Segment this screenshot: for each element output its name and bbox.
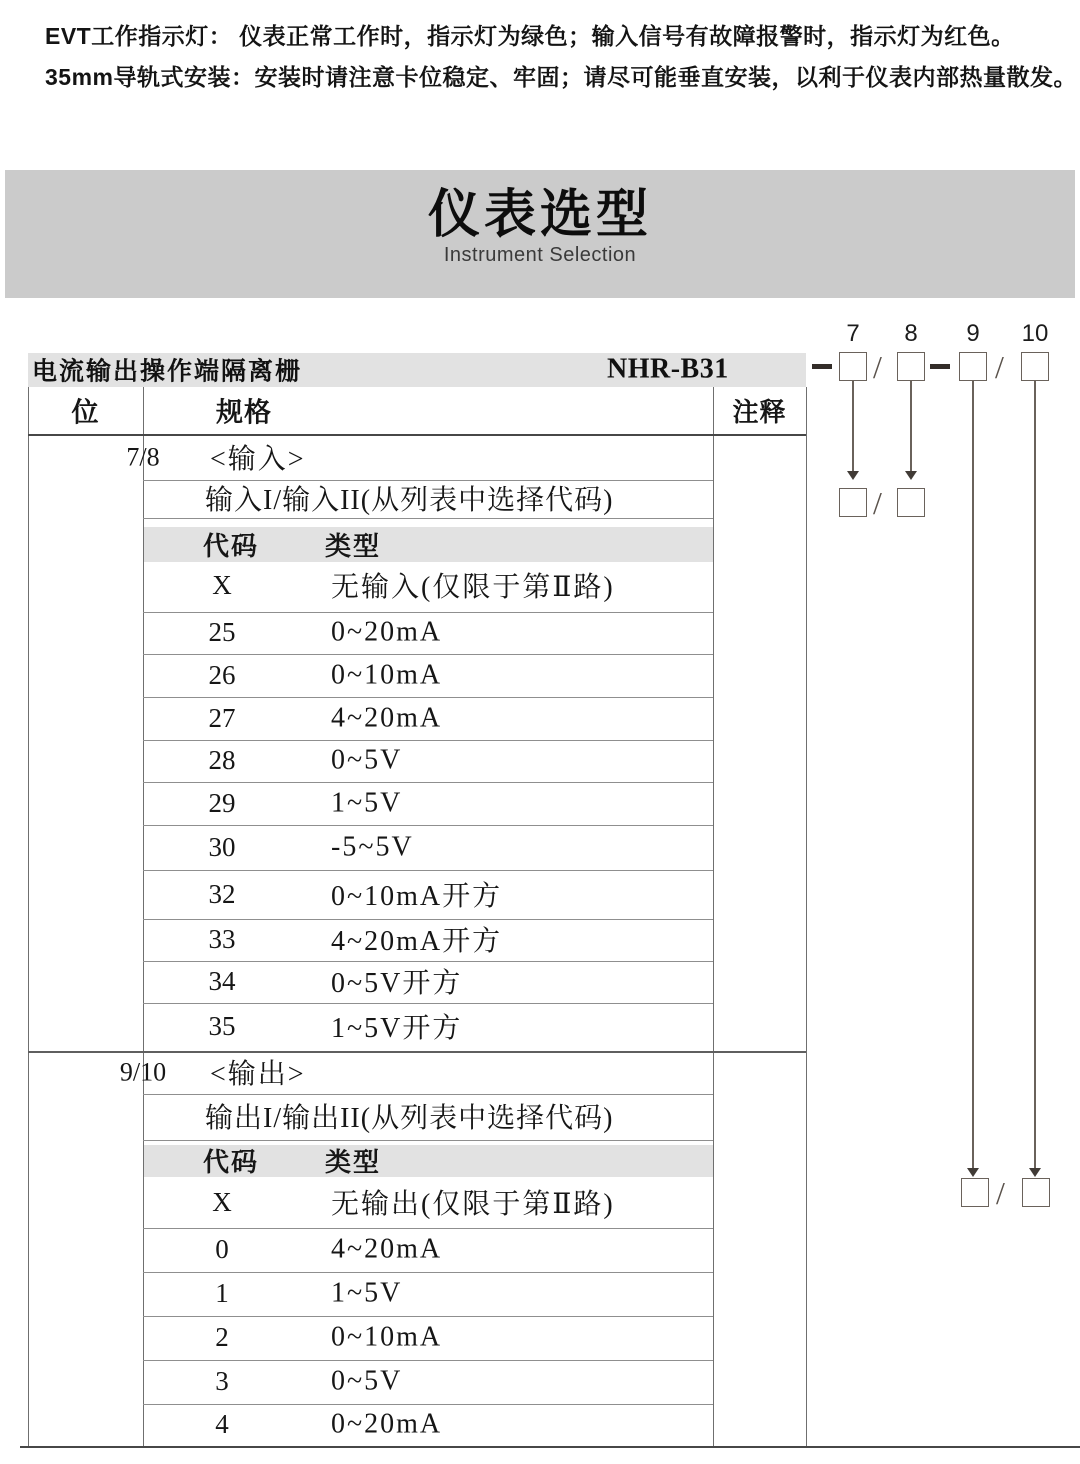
- table-row: 30 -5~5V: [208, 830, 414, 862]
- type-header-label: 类型: [325, 531, 382, 561]
- code-box-8: [897, 352, 925, 381]
- output-heading: <输出>: [210, 1058, 306, 1090]
- input-description: 输入I/输入II(从列表中选择代码): [205, 485, 614, 517]
- divider-line: [143, 518, 713, 519]
- table-row: X 无输出(仅限于第Ⅱ路): [212, 1186, 615, 1220]
- slash-separator: /: [995, 349, 1004, 385]
- column-header-spec: 规格: [216, 397, 272, 428]
- column-header-pos: 位: [71, 397, 100, 428]
- input-heading: <输入>: [210, 444, 306, 476]
- type-header-label: 类型: [325, 1147, 382, 1177]
- code-box-9: [959, 352, 987, 381]
- input-code-box-1: [839, 488, 867, 517]
- arrow-head-down: [847, 471, 859, 480]
- table-border-left: [28, 387, 29, 1446]
- product-name: 电流输出操作端隔离栅: [32, 358, 303, 386]
- table-row: 0 4~20mA: [215, 1233, 443, 1265]
- table-row: 2 0~10mA: [215, 1321, 443, 1353]
- output-code-box-1: [961, 1178, 989, 1207]
- output-code-header-bar: [144, 1145, 713, 1177]
- input-code-header-bar: [144, 527, 713, 562]
- code-box-10: [1021, 352, 1049, 381]
- digit-label-7: 7: [846, 320, 860, 347]
- table-row: X 无输入(仅限于第Ⅱ路): [212, 569, 615, 604]
- arrow-line: [910, 381, 912, 472]
- table-bottom-rule: [20, 1446, 1080, 1448]
- code-box-7: [839, 352, 867, 381]
- column-divider-spec-note: [713, 387, 714, 1446]
- slash-separator: /: [873, 349, 882, 385]
- slash-separator: /: [996, 1175, 1005, 1211]
- slash-separator: /: [873, 485, 882, 521]
- table-row: 34 0~5V开方: [208, 965, 463, 1000]
- dash-separator: [812, 364, 832, 369]
- table-title-bar: [28, 353, 806, 387]
- code-header-label: 代码: [203, 1147, 260, 1177]
- intro-line-2: 35mm导轨式安装：安装时请注意卡位稳定、牢固；请尽可能垂直安装，以利于仪表内部热量散发。: [45, 64, 1077, 90]
- arrow-line: [852, 381, 854, 472]
- table-row: 33 4~20mA开方: [208, 923, 503, 958]
- table-row: 1 1~5V: [215, 1277, 403, 1309]
- table-border-right: [806, 387, 807, 1446]
- digit-label-8: 8: [904, 320, 918, 347]
- table-row: 26 0~10mA: [208, 658, 443, 690]
- model-code: NHR-B31: [607, 353, 729, 385]
- arrow-head-down: [1029, 1168, 1041, 1177]
- input-code-box-2: [897, 488, 925, 517]
- code-header-label: 代码: [203, 531, 260, 561]
- section-pos-78: 7/8: [126, 442, 160, 472]
- output-description: 输出I/输出II(从列表中选择代码): [205, 1103, 614, 1135]
- table-row: 29 1~5V: [208, 786, 403, 818]
- arrow-head-down: [905, 471, 917, 480]
- output-code-box-2: [1022, 1178, 1050, 1207]
- intro-line-1: EVT工作指示灯： 仪表正常工作时，指示灯为绿色；输入信号有故障报警时，指示灯为红色。: [45, 23, 1015, 49]
- arrow-line: [1034, 381, 1036, 1168]
- table-row: 28 0~5V: [208, 744, 403, 776]
- dash-separator: [930, 364, 950, 369]
- arrow-head-down: [967, 1168, 979, 1177]
- column-header-note: 注释: [732, 397, 787, 427]
- table-row: 25 0~20mA: [208, 616, 443, 648]
- table-row: 35 1~5V开方: [208, 1010, 463, 1045]
- digit-label-9: 9: [966, 320, 980, 347]
- table-row: 3 0~5V: [215, 1365, 403, 1397]
- section-subtitle: Instrument Selection: [443, 244, 637, 266]
- arrow-line: [972, 381, 974, 1168]
- digit-label-10: 10: [1021, 320, 1049, 347]
- section-pos-910: 9/10: [119, 1056, 167, 1086]
- section-title: 仪表选型: [427, 186, 652, 244]
- section-banner: [5, 170, 1075, 298]
- table-row: 32 0~10mA开方: [208, 878, 503, 912]
- table-row: 4 0~20mA: [215, 1408, 443, 1440]
- table-row: 27 4~20mA: [208, 701, 443, 733]
